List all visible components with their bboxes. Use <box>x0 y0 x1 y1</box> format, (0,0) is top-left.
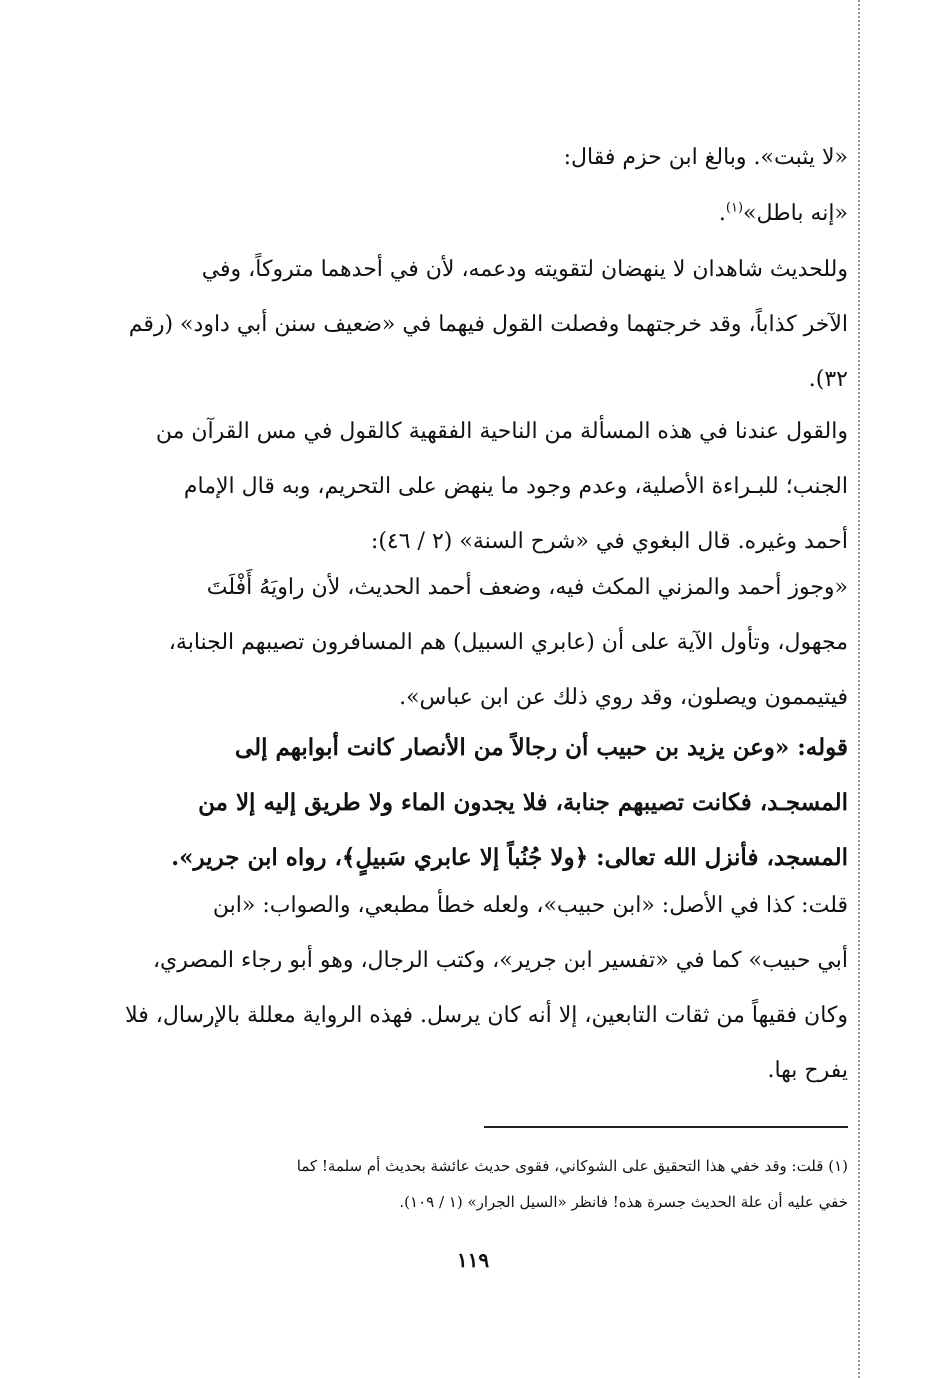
text-line: الآخر كذاباً، وقد خرجتهما وفصلت القول فيهما في «ضعيف سنن أبي داود» (رقم <box>128 312 848 337</box>
binding-margin-dotted-line <box>858 0 860 1378</box>
text-line: أبي حبيب» كما في «تفسير ابن جرير»، وكتب الرجال، وهو أبو رجاء المصري، <box>152 948 848 973</box>
page-number: ١١٩ <box>456 1248 490 1272</box>
text-line: المسجد، فأنزل الله تعالى: ﴿ولا جُنُباً إلا عابري سَبيلٍ﴾، رواه ابن جرير». <box>171 844 848 871</box>
text-line: «لا يثبت». وبالغ ابن حزم فقال: <box>563 145 848 170</box>
text-line: والقول عندنا في هذه المسألة من الناحية الفقهية كالقول في مس القرآن من <box>155 419 848 444</box>
paragraph-fiqh-opinion <box>90 404 848 569</box>
text-line: فيتيممون ويصلون، وقد روي ذلك عن ابن عباس». <box>399 685 848 710</box>
footnote-line: خفي عليه أن علة الحديث جسرة هذه! فانظر «السيل الجرار» (١ / ١٠٩). <box>399 1193 848 1211</box>
text-line: الجنب؛ للبـراءة الأصلية، وعدم وجود ما ينهض على التحريم، وبه قال الإمام <box>183 474 848 499</box>
text-line: وكان فقيهاً من ثقات التابعين، إلا أنه كان يرسل. فهذه الرواية معللة بالإرسال، فلا <box>125 1003 848 1028</box>
period: . <box>718 201 726 226</box>
quote-text: «إنه باطل» <box>743 201 848 226</box>
paragraph-inahu-batil <box>90 186 848 241</box>
text-line: يفرح بها. <box>767 1058 848 1083</box>
text-line: وللحديث شاهدان لا ينهضان لتقويته ودعمه، لأن في أحدهما متروكاً، وفي <box>201 257 848 282</box>
paragraph-baghawi-quote <box>90 560 848 725</box>
paragraph-hadith-text <box>90 720 848 885</box>
text-line: «وجوز أحمد والمزني المكث فيه، وضعف أحمد الحديث، لأن راويَهُ أَفْلَتَ <box>206 575 848 600</box>
footnotes <box>90 1148 848 1220</box>
text-line: المسجـد، فكانت تصيبهم جنابة، فلا يجدون الماء ولا طريق إليه إلا من <box>198 789 848 816</box>
paragraph-ibn-hazm-intro <box>90 130 848 185</box>
footnote-reference: (١) <box>725 200 744 216</box>
footnote-separator <box>484 1126 848 1128</box>
text-line: ٣٢). <box>808 367 848 392</box>
footnote-line: (١) قلت: وقد خفي هذا التحقيق على الشوكاني، فقوى حديث عائشة بحديث أم سلمة! كما <box>296 1157 848 1175</box>
text-line: أحمد وغيره. قال البغوي في «شرح السنة» (٢ / ٤٦): <box>370 529 848 554</box>
paragraph-shahidan <box>90 242 848 407</box>
paragraph-author-comment <box>90 878 848 1098</box>
text-line: قلت: كذا في الأصل: «ابن حبيب»، ولعله خطأ مطبعي، والصواب: «ابن <box>212 893 848 918</box>
text-line: قوله: «وعن يزيد بن حبيب أن رجالاً من الأنصار كانت أبوابهم إلى <box>234 734 848 761</box>
text-line <box>90 186 848 241</box>
text-line: مجهول، وتأول الآية على أن (عابري السبيل) هم المسافرون تصيبهم الجنابة، <box>168 630 848 655</box>
